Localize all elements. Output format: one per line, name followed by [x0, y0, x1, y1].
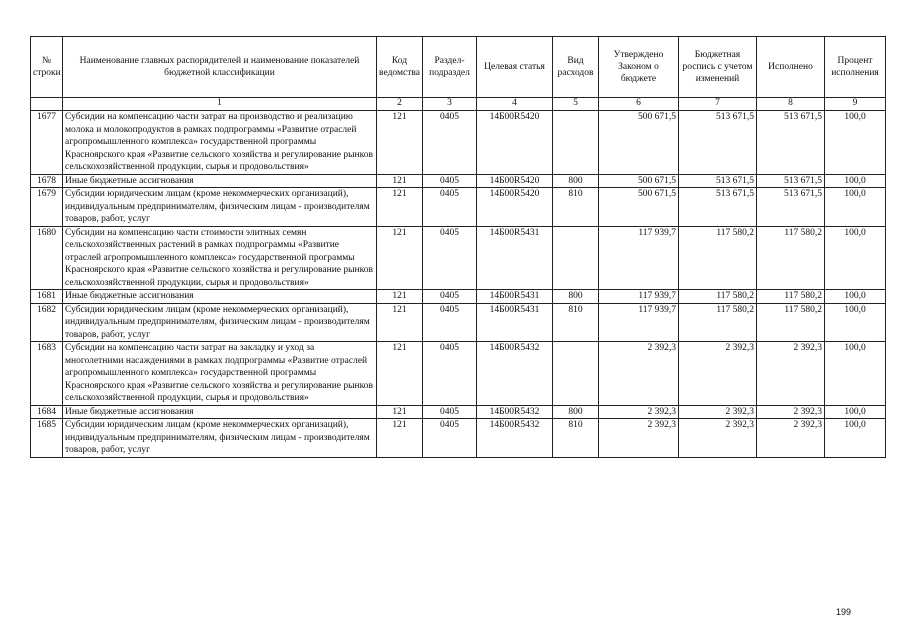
expense-type-cell [553, 342, 599, 406]
approved-amount-cell: 2 392,3 [599, 342, 679, 406]
approved-amount-cell: 2 392,3 [599, 405, 679, 419]
approved-amount-cell: 117 939,7 [599, 290, 679, 304]
executed-amount-cell: 2 392,3 [757, 405, 825, 419]
table-row [31, 303, 886, 342]
name-cell: Субсидии юридическим лицам (кроме некоммерческих организаций), индивидуальным предпринимателям, физическим лицам - производителям товаров, работ, услуг [63, 419, 377, 458]
percent-cell: 100,0 [825, 290, 886, 304]
target-article-cell: 14Б00R5432 [477, 405, 553, 419]
razdel-cell: 0405 [423, 111, 477, 175]
percent-cell: 100,0 [825, 342, 886, 406]
target-article-cell: 14Б00R5432 [477, 419, 553, 458]
executed-amount-cell: 117 580,2 [757, 226, 825, 290]
expense-type-cell: 810 [553, 188, 599, 227]
column-number: 5 [553, 98, 599, 111]
column-number: 7 [679, 98, 757, 111]
name-cell: Субсидии на компенсацию части стоимости элитных семян сельскохозяйственных растений в рамках подпрограммы «Развитие отраслей агропромышленного комплекса» государственной программы Красноярского края «Развитие сельского хозяйства и регулирование рынков сельскохозяйственной продукции, сырья и продовольствия» [63, 226, 377, 290]
budget-schedule-cell: 513 671,5 [679, 188, 757, 227]
header-executed: Исполнено [757, 37, 825, 98]
target-article-cell: 14Б00R5420 [477, 188, 553, 227]
vedomstvo-code-cell: 121 [377, 419, 423, 458]
table-row [31, 174, 886, 188]
expense-type-cell: 800 [553, 174, 599, 188]
razdel-cell: 0405 [423, 342, 477, 406]
table-body [31, 98, 886, 458]
expense-type-cell: 810 [553, 303, 599, 342]
vedomstvo-code-cell: 121 [377, 188, 423, 227]
target-article-cell: 14Б00R5420 [477, 174, 553, 188]
razdel-cell: 0405 [423, 290, 477, 304]
budget-execution-table [30, 36, 886, 458]
page-number: 199 [836, 607, 852, 617]
razdel-cell: 0405 [423, 419, 477, 458]
razdel-cell: 0405 [423, 174, 477, 188]
name-cell: Иные бюджетные ассигнования [63, 290, 377, 304]
budget-schedule-cell: 2 392,3 [679, 419, 757, 458]
table-row [31, 405, 886, 419]
percent-cell: 100,0 [825, 111, 886, 175]
row-number-cell: 1681 [31, 290, 63, 304]
executed-amount-cell: 513 671,5 [757, 188, 825, 227]
header-row [31, 37, 886, 98]
column-number: 9 [825, 98, 886, 111]
header-budget-schedule: Бюджетная роспись с учетом изменений [679, 37, 757, 98]
row-number-cell: 1678 [31, 174, 63, 188]
header-percent: Процент исполнения [825, 37, 886, 98]
target-article-cell: 14Б00R5420 [477, 111, 553, 175]
budget-schedule-cell: 513 671,5 [679, 174, 757, 188]
vedomstvo-code-cell: 121 [377, 303, 423, 342]
header-row-number: № строки [31, 37, 63, 98]
table-row [31, 419, 886, 458]
table-row [31, 111, 886, 175]
approved-amount-cell: 117 939,7 [599, 303, 679, 342]
row-number-cell: 1685 [31, 419, 63, 458]
name-cell: Субсидии юридическим лицам (кроме некоммерческих организаций), индивидуальным предпринимателям, физическим лицам - производителям товаров, работ, услуг [63, 303, 377, 342]
vedomstvo-code-cell: 121 [377, 342, 423, 406]
expense-type-cell: 800 [553, 290, 599, 304]
header-expense-type: Вид расходов [553, 37, 599, 98]
row-number-cell: 1677 [31, 111, 63, 175]
budget-schedule-cell: 2 392,3 [679, 405, 757, 419]
approved-amount-cell: 500 671,5 [599, 174, 679, 188]
vedomstvo-code-cell: 121 [377, 111, 423, 175]
razdel-cell: 0405 [423, 188, 477, 227]
expense-type-cell: 800 [553, 405, 599, 419]
approved-amount-cell: 117 939,7 [599, 226, 679, 290]
column-number: 1 [63, 98, 377, 111]
column-number: 2 [377, 98, 423, 111]
expense-type-cell [553, 111, 599, 175]
column-number: 6 [599, 98, 679, 111]
executed-amount-cell: 513 671,5 [757, 174, 825, 188]
column-number: 3 [423, 98, 477, 111]
budget-schedule-cell: 117 580,2 [679, 226, 757, 290]
header-target-article: Целевая статья [477, 37, 553, 98]
budget-schedule-cell: 513 671,5 [679, 111, 757, 175]
approved-amount-cell: 500 671,5 [599, 111, 679, 175]
name-cell: Субсидии на компенсацию части затрат на производство и реализацию молока и молокопродуктов в рамках подпрограммы «Развитие отраслей агропромышленного комплекса» государственной программы Красноярского края «Развитие сельского хозяйства и регулирование рынков сельскохозяйственной продукции, сырья и продовольствия» [63, 111, 377, 175]
column-number [31, 98, 63, 111]
header-razdel: Раздел-подраздел [423, 37, 477, 98]
percent-cell: 100,0 [825, 188, 886, 227]
target-article-cell: 14Б00R5431 [477, 226, 553, 290]
row-number-cell: 1683 [31, 342, 63, 406]
budget-schedule-cell: 2 392,3 [679, 342, 757, 406]
expense-type-cell: 810 [553, 419, 599, 458]
name-cell: Иные бюджетные ассигнования [63, 174, 377, 188]
header-vedomstvo-code: Код ведомства [377, 37, 423, 98]
executed-amount-cell: 2 392,3 [757, 342, 825, 406]
name-cell: Иные бюджетные ассигнования [63, 405, 377, 419]
vedomstvo-code-cell: 121 [377, 226, 423, 290]
vedomstvo-code-cell: 121 [377, 405, 423, 419]
razdel-cell: 0405 [423, 405, 477, 419]
name-cell: Субсидии на компенсацию части затрат на закладку и уход за многолетними насаждениями в рамках подпрограммы «Развитие отраслей агропромышленного комплекса» государственной программы Красноярского края «Развитие сельского хозяйства и регулирование рынков сельскохозяйственной продукции, сырья и продовольствия» [63, 342, 377, 406]
percent-cell: 100,0 [825, 174, 886, 188]
budget-schedule-cell: 117 580,2 [679, 303, 757, 342]
target-article-cell: 14Б00R5431 [477, 303, 553, 342]
executed-amount-cell: 513 671,5 [757, 111, 825, 175]
expense-type-cell [553, 226, 599, 290]
column-number: 4 [477, 98, 553, 111]
percent-cell: 100,0 [825, 405, 886, 419]
table-row [31, 342, 886, 406]
executed-amount-cell: 117 580,2 [757, 290, 825, 304]
row-number-cell: 1679 [31, 188, 63, 227]
table-row [31, 290, 886, 304]
table-row [31, 226, 886, 290]
vedomstvo-code-cell: 121 [377, 174, 423, 188]
row-number-cell: 1682 [31, 303, 63, 342]
target-article-cell: 14Б00R5432 [477, 342, 553, 406]
executed-amount-cell: 117 580,2 [757, 303, 825, 342]
razdel-cell: 0405 [423, 303, 477, 342]
percent-cell: 100,0 [825, 303, 886, 342]
table-row [31, 188, 886, 227]
razdel-cell: 0405 [423, 226, 477, 290]
approved-amount-cell: 500 671,5 [599, 188, 679, 227]
percent-cell: 100,0 [825, 226, 886, 290]
vedomstvo-code-cell: 121 [377, 290, 423, 304]
header-approved: Утверждено Законом о бюджете [599, 37, 679, 98]
row-number-cell: 1684 [31, 405, 63, 419]
target-article-cell: 14Б00R5431 [477, 290, 553, 304]
executed-amount-cell: 2 392,3 [757, 419, 825, 458]
percent-cell: 100,0 [825, 419, 886, 458]
budget-schedule-cell: 117 580,2 [679, 290, 757, 304]
header-name: Наименование главных распорядителей и наименование показателей бюджетной классификации [63, 37, 377, 98]
row-number-cell: 1680 [31, 226, 63, 290]
approved-amount-cell: 2 392,3 [599, 419, 679, 458]
column-numbers-row [31, 98, 886, 111]
name-cell: Субсидии юридическим лицам (кроме некоммерческих организаций), индивидуальным предпринимателям, физическим лицам - производителям товаров, работ, услуг [63, 188, 377, 227]
column-number: 8 [757, 98, 825, 111]
